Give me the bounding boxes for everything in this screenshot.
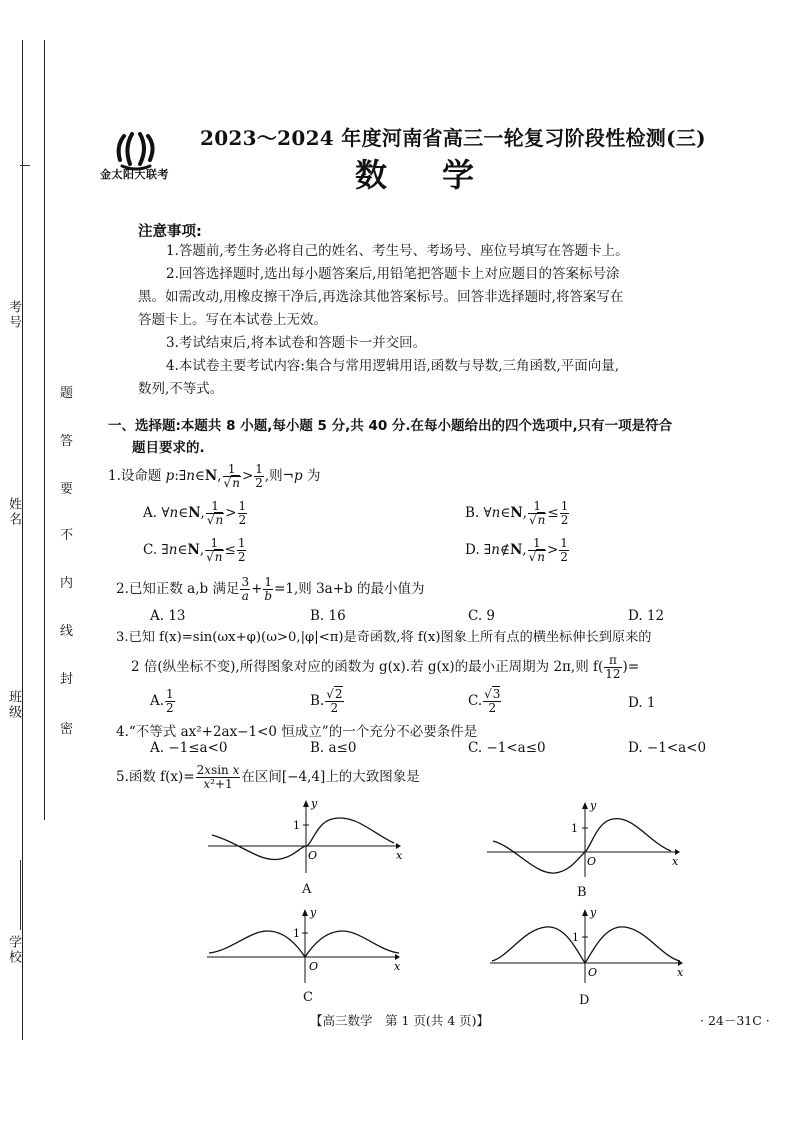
question-3-line2-end: )= bbox=[622, 659, 640, 675]
question-2-stem: 2.已知正数 a,b 满足 $\frac{3}{a}$ + $\frac{1}{b}$ =1,则 3a+b 的最小值为 bbox=[116, 575, 425, 603]
note-line: 黑。如需改动,用橡皮擦干净后,再选涂其他答案标号。回答非选择题时,将答案写在 bbox=[138, 289, 624, 305]
seal-char: 不 bbox=[60, 528, 74, 543]
brand-name: 金太阳大联考 bbox=[100, 168, 169, 181]
class-label: 班级 bbox=[6, 690, 21, 720]
graph-c-y-arrow bbox=[302, 909, 308, 916]
margin-line-inner bbox=[44, 40, 45, 820]
question-5-pre: 5.函数 f(x)= bbox=[116, 769, 195, 785]
graph-c-origin: O bbox=[309, 960, 319, 973]
graph-d-y-label: y bbox=[590, 906, 597, 919]
question-2-pre: 2.已知正数 a,b 满足 bbox=[116, 581, 240, 597]
margin-line-outer bbox=[22, 40, 23, 1040]
page-footer: 【高三数学 第 1 页(共 4 页)】 bbox=[310, 1013, 490, 1028]
section-heading-line1: 一、选择题:本题共 8 小题,每小题 5 分,共 40 分.在每小题给出的四个选项中,只有一项是符合 bbox=[108, 418, 673, 434]
question-3-option-b[interactable]: B. $\frac{√2}{2}$ bbox=[310, 687, 343, 715]
graph-b-x-label: x bbox=[672, 855, 679, 868]
name-label: 姓名 bbox=[6, 497, 21, 527]
question-1-option-d[interactable]: D. ∃n∉N, $\frac{1}{√n}$ > $\frac{1}{2}$ bbox=[465, 536, 568, 564]
graph-c-y-label: y bbox=[310, 906, 317, 919]
graph-b[interactable] bbox=[485, 795, 695, 880]
question-2-option-c[interactable]: C. 9 bbox=[468, 608, 496, 624]
note-line: 4.本试卷主要考试内容:集合与常用逻辑用语,函数与导数,三角函数,平面向量, bbox=[166, 358, 620, 374]
school-label: 学校 bbox=[6, 935, 21, 965]
graph-b-origin: O bbox=[587, 855, 597, 868]
graph-a-label: A bbox=[302, 882, 312, 897]
graph-a-origin: O bbox=[308, 849, 318, 862]
question-2-option-d[interactable]: D. 12 bbox=[628, 608, 665, 624]
graph-d-origin: O bbox=[588, 966, 598, 979]
question-4-option-d[interactable]: D. −1<a<0 bbox=[628, 740, 707, 756]
graph-a-y-label: y bbox=[311, 797, 318, 810]
question-2-option-b[interactable]: B. 16 bbox=[310, 608, 346, 624]
graph-d-curve bbox=[492, 927, 680, 963]
question-1-option-c[interactable]: C. ∃n∈N, $\frac{1}{√n}$ ≤ $\frac{1}{2}$ bbox=[143, 536, 246, 564]
graph-b-tick-one-label: 1 bbox=[571, 822, 578, 835]
seal-char: 封 bbox=[60, 672, 74, 687]
note-line: 数列,不等式。 bbox=[138, 381, 224, 397]
question-3-line2-text: 2 倍(纵坐标不变),所得图象对应的函数为 g(x).若 g(x)的最小正周期为 2π,则 f( bbox=[131, 659, 604, 675]
graph-b-y-label: y bbox=[590, 799, 597, 812]
graph-a-x-label: x bbox=[396, 849, 403, 862]
graph-a-curve bbox=[212, 818, 394, 860]
graph-c-label: C bbox=[303, 990, 313, 1005]
question-4-option-b[interactable]: B. a≤0 bbox=[310, 740, 357, 756]
exam-no-line bbox=[20, 165, 30, 166]
graph-b-curve bbox=[493, 819, 671, 873]
graph-c-x-label: x bbox=[394, 960, 401, 973]
notes-heading: 注意事项: bbox=[138, 224, 202, 240]
note-line: 2.回答选择题时,选出每小题答案后,用铅笔把答题卡上对应题目的答案标号涂 bbox=[166, 266, 620, 282]
subject-title: 数学 bbox=[355, 156, 530, 194]
graph-a[interactable] bbox=[200, 795, 410, 880]
graph-d-tick-one-label: 1 bbox=[572, 931, 579, 944]
exam-title: 2023～2024 年度河南省高三一轮复习阶段性检测(三) bbox=[200, 126, 706, 150]
seal-char: 要 bbox=[60, 482, 74, 497]
graph-c-curve bbox=[209, 931, 399, 957]
question-3-option-a-label: A. bbox=[150, 693, 165, 709]
graph-d-y-arrow bbox=[582, 909, 588, 916]
question-1-stem: 1.设命题 p:∃n∈N, $\frac{1}{√n}$ > $\frac{1}{2}$ ,则¬p 为 bbox=[108, 462, 321, 490]
question-2-option-a[interactable]: A. 13 bbox=[150, 608, 186, 624]
graph-d-x-label: x bbox=[677, 966, 684, 979]
graph-b-label: B bbox=[577, 885, 587, 900]
school-blank-line bbox=[20, 860, 21, 930]
seal-char: 答 bbox=[60, 434, 74, 449]
note-line: 答题卡上。写在本试卷上无效。 bbox=[138, 312, 327, 328]
note-line: 3.考试结束后,将本试卷和答题卡一并交回。 bbox=[166, 335, 427, 351]
graph-a-tick-one-label: 1 bbox=[293, 819, 300, 832]
question-3-option-c-label: C. bbox=[468, 693, 483, 709]
question-3-option-b-label: B. bbox=[310, 693, 325, 709]
question-4-stem: 4.“不等式 ax²+2ax−1<0 恒成立”的一个充分不必要条件是 bbox=[116, 724, 478, 740]
question-3-option-a[interactable]: A. $\frac{1}{2}$ bbox=[150, 687, 174, 715]
question-2-post: =1,则 3a+b 的最小值为 bbox=[274, 581, 425, 597]
seal-char: 线 bbox=[60, 624, 74, 639]
graph-b-y-arrow bbox=[582, 802, 588, 809]
question-3-option-d[interactable]: D. 1 bbox=[628, 695, 656, 711]
seal-char: 内 bbox=[60, 576, 74, 591]
section-heading bbox=[108, 415, 672, 459]
question-1-option-b[interactable]: B. ∀n∈N, $\frac{1}{√n}$ ≤ $\frac{1}{2}$ bbox=[465, 499, 569, 527]
seal-char: 密 bbox=[60, 722, 74, 737]
paper-code: · 24－31C · bbox=[700, 1013, 770, 1028]
question-4-option-c[interactable]: C. −1<a≤0 bbox=[468, 740, 546, 756]
exam-no-label: 考号 bbox=[6, 300, 21, 330]
note-line: 1.答题前,考生务必将自己的姓名、考生号、考场号、座位号填写在答题卡上。 bbox=[166, 243, 629, 259]
graph-a-y-arrow bbox=[303, 800, 309, 807]
question-3-option-c[interactable]: C. $\frac{√3}{2}$ bbox=[468, 687, 501, 715]
graph-d[interactable] bbox=[488, 905, 693, 985]
section-heading-line2: 题目要求的. bbox=[132, 440, 205, 456]
question-5-stem: 5.函数 f(x)= $\frac{\text{2xsin x}}{\text{x²+1}}$ 在区间[−4,4]上的大致图象是 bbox=[116, 763, 420, 791]
question-3-line2: 2 倍(纵坐标不变),所得图象对应的函数为 g(x).若 g(x)的最小正周期为 2π,则 f( $\frac{\pi}{12}$ )= bbox=[131, 653, 640, 681]
question-5-post: 在区间[−4,4]上的大致图象是 bbox=[241, 769, 420, 785]
seal-char: 题 bbox=[60, 386, 74, 401]
question-1-option-a[interactable]: A. ∀n∈N, $\frac{1}{√n}$ > $\frac{1}{2}$ bbox=[143, 499, 247, 527]
question-3-line1: 3.已知 f(x)=sin(ωx+φ)(ω>0,|φ|<π)是奇函数,将 f(x)图象上所有点的横坐标伸长到原来的 bbox=[116, 630, 652, 645]
graph-d-label: D bbox=[579, 993, 590, 1008]
graph-c-tick-one-label: 1 bbox=[293, 927, 300, 940]
graph-c[interactable] bbox=[205, 905, 410, 985]
question-4-option-a[interactable]: A. −1≤a<0 bbox=[150, 740, 228, 756]
